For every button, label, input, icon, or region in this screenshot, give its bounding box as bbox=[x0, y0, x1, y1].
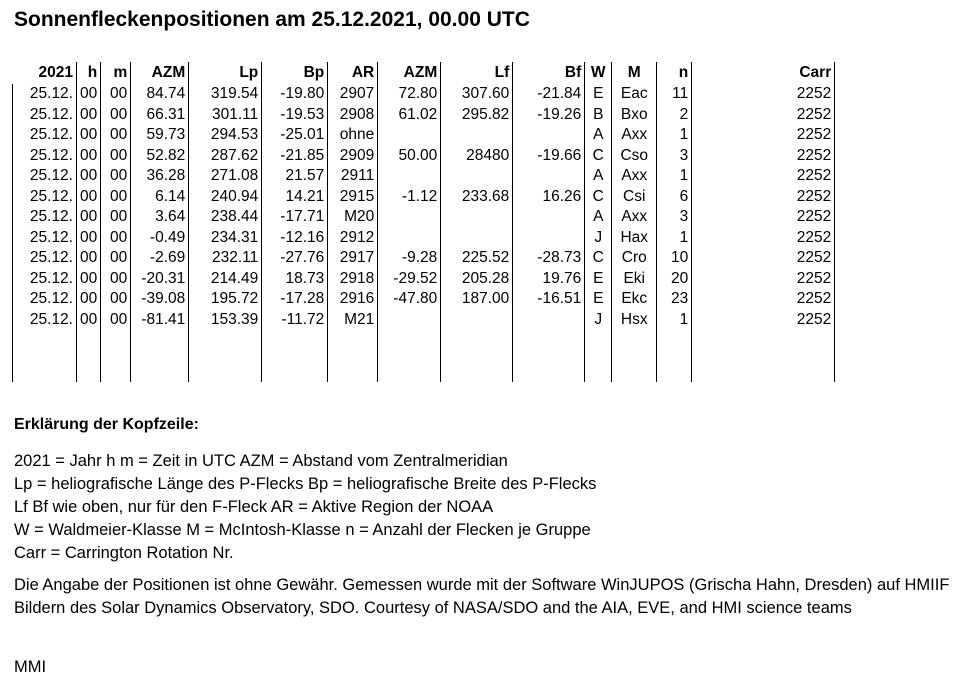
cell-mcintosh: Eki bbox=[612, 269, 657, 290]
cell-waldmeier: E bbox=[585, 84, 612, 105]
filler-cell bbox=[328, 330, 378, 382]
cell-waldmeier: J bbox=[585, 228, 612, 249]
filler-cell bbox=[585, 330, 612, 382]
cell-ar: 2916 bbox=[328, 289, 378, 310]
filler-cell bbox=[77, 330, 101, 382]
cell-year: 25.12. bbox=[13, 269, 77, 290]
cell-year: 25.12. bbox=[13, 310, 77, 331]
cell-mcintosh: Bxo bbox=[612, 105, 657, 126]
filler-cell bbox=[262, 330, 328, 382]
cell-mcintosh: Eac bbox=[612, 84, 657, 105]
cell-bf: 19.76 bbox=[513, 269, 585, 290]
cell-lp: 232.11 bbox=[189, 248, 262, 269]
cell-ar: ohne bbox=[328, 125, 378, 146]
cell-hour: 00 bbox=[77, 125, 101, 146]
column-header-bp: Bp bbox=[262, 62, 328, 84]
cell-lp: 294.53 bbox=[189, 125, 262, 146]
cell-year: 25.12. bbox=[13, 248, 77, 269]
cell-azm-f: -29.52 bbox=[378, 269, 441, 290]
cell-lf bbox=[441, 125, 513, 146]
cell-hour: 00 bbox=[77, 166, 101, 187]
column-header-lf: Lf bbox=[441, 62, 513, 84]
cell-minute: 00 bbox=[101, 269, 131, 290]
cell-waldmeier: J bbox=[585, 310, 612, 331]
table-filler-row bbox=[13, 330, 835, 382]
cell-carrington: 2252 bbox=[692, 125, 835, 146]
cell-minute: 00 bbox=[101, 146, 131, 167]
explanation-line: Lp = heliografische Länge des P-Flecks Bp = heliografische Breite des P-Flecks bbox=[14, 475, 597, 493]
explanation-line: Carr = Carrington Rotation Nr. bbox=[14, 544, 234, 562]
filler-cell bbox=[441, 330, 513, 382]
cell-count: 20 bbox=[657, 269, 692, 290]
cell-bf bbox=[513, 310, 585, 331]
cell-carrington: 2252 bbox=[692, 228, 835, 249]
table-row bbox=[13, 228, 835, 249]
cell-lp: 319.54 bbox=[189, 84, 262, 105]
cell-waldmeier: C bbox=[585, 146, 612, 167]
cell-count: 3 bbox=[657, 146, 692, 167]
cell-lp: 271.08 bbox=[189, 166, 262, 187]
cell-mcintosh: Ekc bbox=[612, 289, 657, 310]
cell-bf bbox=[513, 125, 585, 146]
cell-lp: 301.11 bbox=[189, 105, 262, 126]
cell-bf: -16.51 bbox=[513, 289, 585, 310]
cell-mcintosh: Cso bbox=[612, 146, 657, 167]
cell-ar: 2918 bbox=[328, 269, 378, 290]
table-row bbox=[13, 105, 835, 126]
table-row bbox=[13, 187, 835, 208]
cell-bf: -21.84 bbox=[513, 84, 585, 105]
cell-bp: -11.72 bbox=[262, 310, 328, 331]
column-header-minute: m bbox=[101, 62, 131, 84]
cell-carrington: 2252 bbox=[692, 166, 835, 187]
cell-bp: 18.73 bbox=[262, 269, 328, 290]
cell-minute: 00 bbox=[101, 84, 131, 105]
cell-lf bbox=[441, 310, 513, 331]
cell-count: 11 bbox=[657, 84, 692, 105]
cell-count: 1 bbox=[657, 125, 692, 146]
cell-bf bbox=[513, 166, 585, 187]
cell-waldmeier: A bbox=[585, 125, 612, 146]
cell-bf bbox=[513, 228, 585, 249]
cell-azm-p: 3.64 bbox=[131, 207, 189, 228]
cell-year: 25.12. bbox=[13, 125, 77, 146]
table-body bbox=[13, 84, 835, 382]
cell-carrington: 2252 bbox=[692, 269, 835, 290]
cell-azm-p: 6.14 bbox=[131, 187, 189, 208]
signature: MMI bbox=[14, 658, 47, 676]
cell-mcintosh: Hsx bbox=[612, 310, 657, 331]
cell-ar: 2909 bbox=[328, 146, 378, 167]
cell-lp: 234.31 bbox=[189, 228, 262, 249]
cell-year: 25.12. bbox=[13, 166, 77, 187]
cell-mcintosh: Csi bbox=[612, 187, 657, 208]
page-title: Sonnenfleckenpositionen am 25.12.2021, 00.00 UTC bbox=[14, 8, 530, 31]
cell-carrington: 2252 bbox=[692, 310, 835, 331]
cell-mcintosh: Axx bbox=[612, 166, 657, 187]
cell-waldmeier: E bbox=[585, 289, 612, 310]
cell-count: 2 bbox=[657, 105, 692, 126]
cell-year: 25.12. bbox=[13, 105, 77, 126]
filler-cell bbox=[657, 330, 692, 382]
column-header-ar: AR bbox=[328, 62, 378, 84]
cell-bp: -21.85 bbox=[262, 146, 328, 167]
cell-bp: 21.57 bbox=[262, 166, 328, 187]
cell-ar: M20 bbox=[328, 207, 378, 228]
column-header-count: n bbox=[657, 62, 692, 84]
column-header-hour: h bbox=[77, 62, 101, 84]
cell-lp: 240.94 bbox=[189, 187, 262, 208]
table-row bbox=[13, 166, 835, 187]
cell-year: 25.12. bbox=[13, 187, 77, 208]
cell-bf: -19.66 bbox=[513, 146, 585, 167]
cell-ar: 2917 bbox=[328, 248, 378, 269]
cell-azm-f: 50.00 bbox=[378, 146, 441, 167]
table-header-row bbox=[13, 62, 835, 84]
cell-azm-f bbox=[378, 166, 441, 187]
cell-minute: 00 bbox=[101, 125, 131, 146]
filler-cell bbox=[692, 330, 835, 382]
cell-lf: 295.82 bbox=[441, 105, 513, 126]
cell-count: 10 bbox=[657, 248, 692, 269]
table-row bbox=[13, 125, 835, 146]
cell-bp: -19.80 bbox=[262, 84, 328, 105]
column-header-azm-p: AZM bbox=[131, 62, 189, 84]
cell-ar: 2915 bbox=[328, 187, 378, 208]
explanation-line: Lf Bf wie oben, nur für den F-Fleck AR = Aktive Region der NOAA bbox=[14, 498, 494, 516]
column-header-bf: Bf bbox=[513, 62, 585, 84]
column-header-lp: Lp bbox=[189, 62, 262, 84]
cell-hour: 00 bbox=[77, 84, 101, 105]
cell-year: 25.12. bbox=[13, 289, 77, 310]
cell-azm-f bbox=[378, 207, 441, 228]
cell-minute: 00 bbox=[101, 105, 131, 126]
cell-ar: 2908 bbox=[328, 105, 378, 126]
cell-minute: 00 bbox=[101, 289, 131, 310]
table-row bbox=[13, 207, 835, 228]
cell-lf: 307.60 bbox=[441, 84, 513, 105]
explanation-line: W = Waldmeier-Klasse M = McIntosh-Klasse n = Anzahl der Flecken je Gruppe bbox=[14, 521, 591, 539]
cell-waldmeier: E bbox=[585, 269, 612, 290]
cell-waldmeier: A bbox=[585, 166, 612, 187]
cell-waldmeier: B bbox=[585, 105, 612, 126]
table-row bbox=[13, 289, 835, 310]
filler-cell bbox=[513, 330, 585, 382]
cell-azm-f: 72.80 bbox=[378, 84, 441, 105]
cell-azm-f bbox=[378, 125, 441, 146]
cell-carrington: 2252 bbox=[692, 207, 835, 228]
cell-bf: -28.73 bbox=[513, 248, 585, 269]
sunspot-table bbox=[12, 62, 835, 382]
cell-bf: 16.26 bbox=[513, 187, 585, 208]
cell-carrington: 2252 bbox=[692, 84, 835, 105]
cell-carrington: 2252 bbox=[692, 187, 835, 208]
column-header-mcintosh: M bbox=[612, 62, 657, 84]
cell-waldmeier: A bbox=[585, 207, 612, 228]
cell-azm-p: 59.73 bbox=[131, 125, 189, 146]
cell-hour: 00 bbox=[77, 187, 101, 208]
cell-lp: 195.72 bbox=[189, 289, 262, 310]
filler-cell bbox=[612, 330, 657, 382]
column-header-waldmeier: W bbox=[585, 62, 612, 84]
cell-azm-f: -47.80 bbox=[378, 289, 441, 310]
cell-count: 3 bbox=[657, 207, 692, 228]
cell-azm-f: -9.28 bbox=[378, 248, 441, 269]
cell-ar: 2907 bbox=[328, 84, 378, 105]
cell-count: 23 bbox=[657, 289, 692, 310]
cell-azm-p: -20.31 bbox=[131, 269, 189, 290]
cell-year: 25.12. bbox=[13, 207, 77, 228]
cell-count: 1 bbox=[657, 310, 692, 331]
cell-lf: 205.28 bbox=[441, 269, 513, 290]
cell-count: 1 bbox=[657, 166, 692, 187]
filler-cell bbox=[101, 330, 131, 382]
explanation-line: 2021 = Jahr h m = Zeit in UTC AZM = Abstand vom Zentralmeridian bbox=[14, 452, 508, 470]
cell-hour: 00 bbox=[77, 269, 101, 290]
cell-lp: 153.39 bbox=[189, 310, 262, 331]
cell-lp: 214.49 bbox=[189, 269, 262, 290]
cell-bp: -12.16 bbox=[262, 228, 328, 249]
cell-waldmeier: C bbox=[585, 187, 612, 208]
cell-minute: 00 bbox=[101, 187, 131, 208]
cell-azm-f bbox=[378, 310, 441, 331]
filler-cell bbox=[189, 330, 262, 382]
cell-ar: 2912 bbox=[328, 228, 378, 249]
column-header-azm-f: AZM bbox=[378, 62, 441, 84]
cell-azm-p: -81.41 bbox=[131, 310, 189, 331]
cell-minute: 00 bbox=[101, 207, 131, 228]
cell-ar: M21 bbox=[328, 310, 378, 331]
cell-azm-p: -2.69 bbox=[131, 248, 189, 269]
cell-lf bbox=[441, 166, 513, 187]
cell-lf bbox=[441, 228, 513, 249]
cell-azm-f bbox=[378, 228, 441, 249]
table-row bbox=[13, 248, 835, 269]
cell-lp: 287.62 bbox=[189, 146, 262, 167]
cell-bp: -19.53 bbox=[262, 105, 328, 126]
cell-mcintosh: Axx bbox=[612, 125, 657, 146]
cell-hour: 00 bbox=[77, 207, 101, 228]
cell-bp: -17.71 bbox=[262, 207, 328, 228]
cell-count: 1 bbox=[657, 228, 692, 249]
cell-azm-p: 52.82 bbox=[131, 146, 189, 167]
disclaimer-text: Die Angabe der Positionen ist ohne Gewähr. Gemessen wurde mit der Software WinJUPOS (Grischa Hahn, Dresden) auf HMIIF Bildern des Solar Dynamics Observatory, SDO. Courtesy of NASA/SDO and the AIA, EVE, and HMI science teams bbox=[14, 576, 950, 617]
filler-cell bbox=[378, 330, 441, 382]
cell-azm-f: -1.12 bbox=[378, 187, 441, 208]
filler-cell bbox=[13, 330, 77, 382]
cell-lp: 238.44 bbox=[189, 207, 262, 228]
cell-year: 25.12. bbox=[13, 84, 77, 105]
cell-lf: 233.68 bbox=[441, 187, 513, 208]
cell-minute: 00 bbox=[101, 310, 131, 331]
table-row bbox=[13, 310, 835, 331]
cell-azm-p: 66.31 bbox=[131, 105, 189, 126]
table-row bbox=[13, 146, 835, 167]
cell-bp: -17.28 bbox=[262, 289, 328, 310]
cell-bp: -27.76 bbox=[262, 248, 328, 269]
filler-cell bbox=[131, 330, 189, 382]
cell-count: 6 bbox=[657, 187, 692, 208]
cell-hour: 00 bbox=[77, 146, 101, 167]
cell-lf: 187.00 bbox=[441, 289, 513, 310]
cell-azm-p: 36.28 bbox=[131, 166, 189, 187]
cell-azm-f: 61.02 bbox=[378, 105, 441, 126]
cell-bf bbox=[513, 207, 585, 228]
cell-bp: -25.01 bbox=[262, 125, 328, 146]
cell-year: 25.12. bbox=[13, 146, 77, 167]
cell-minute: 00 bbox=[101, 248, 131, 269]
cell-hour: 00 bbox=[77, 248, 101, 269]
cell-hour: 00 bbox=[77, 105, 101, 126]
cell-azm-p: -0.49 bbox=[131, 228, 189, 249]
cell-waldmeier: C bbox=[585, 248, 612, 269]
cell-azm-p: 84.74 bbox=[131, 84, 189, 105]
cell-hour: 00 bbox=[77, 228, 101, 249]
cell-azm-p: -39.08 bbox=[131, 289, 189, 310]
cell-mcintosh: Cro bbox=[612, 248, 657, 269]
cell-mcintosh: Axx bbox=[612, 207, 657, 228]
cell-lf: 225.52 bbox=[441, 248, 513, 269]
cell-carrington: 2252 bbox=[692, 105, 835, 126]
table-row bbox=[13, 269, 835, 290]
cell-carrington: 2252 bbox=[692, 146, 835, 167]
cell-mcintosh: Hax bbox=[612, 228, 657, 249]
cell-carrington: 2252 bbox=[692, 289, 835, 310]
table-row bbox=[13, 84, 835, 105]
cell-year: 25.12. bbox=[13, 228, 77, 249]
explanation-heading: Erklärung der Kopfzeile: bbox=[14, 416, 199, 433]
cell-hour: 00 bbox=[77, 289, 101, 310]
cell-ar: 2911 bbox=[328, 166, 378, 187]
cell-hour: 00 bbox=[77, 310, 101, 331]
column-header-carrington: Carr bbox=[692, 62, 835, 84]
explanation-block bbox=[14, 450, 596, 565]
cell-bf: -19.26 bbox=[513, 105, 585, 126]
cell-bp: 14.21 bbox=[262, 187, 328, 208]
cell-lf bbox=[441, 207, 513, 228]
column-header-year: 2021 bbox=[38, 64, 73, 81]
cell-minute: 00 bbox=[101, 166, 131, 187]
cell-lf: 28480 bbox=[441, 146, 513, 167]
cell-minute: 00 bbox=[101, 228, 131, 249]
cell-carrington: 2252 bbox=[692, 248, 835, 269]
